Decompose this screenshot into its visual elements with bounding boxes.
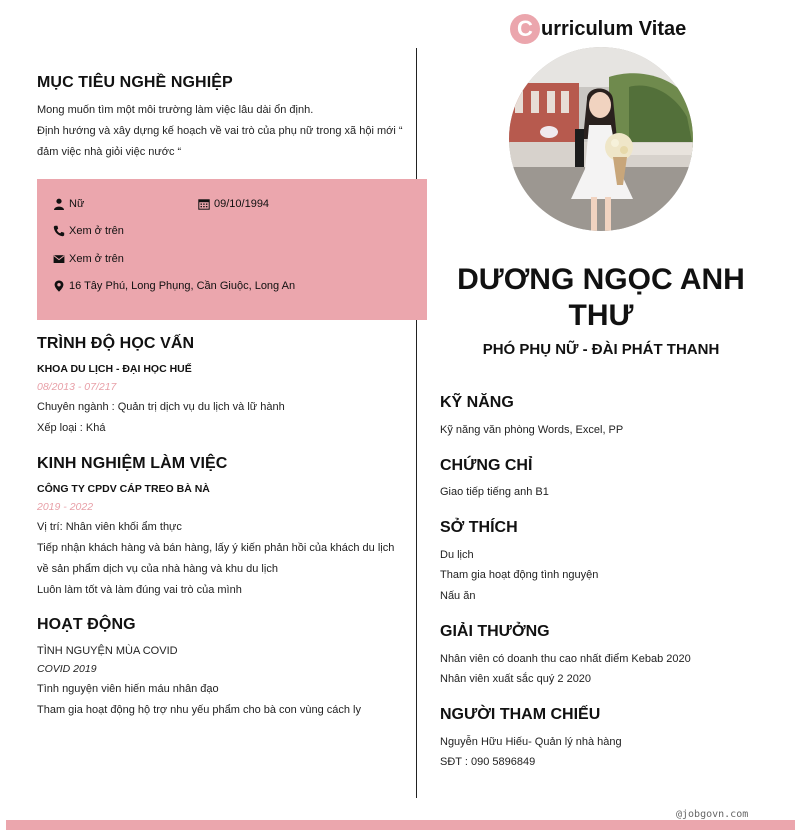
references-title: NGƯỜI THAM CHIẾU bbox=[440, 706, 601, 723]
birthday-info bbox=[198, 198, 269, 210]
map-pin-icon bbox=[53, 280, 65, 292]
activities-period: COVID 2019 bbox=[37, 663, 97, 675]
column-divider bbox=[416, 48, 417, 798]
profile-photo-illustration bbox=[509, 47, 693, 231]
calendar-icon bbox=[198, 198, 210, 210]
hobbies-line: Du lịch bbox=[440, 549, 474, 561]
references-line: SĐT : 090 5896849 bbox=[440, 756, 536, 768]
experience-line: Vị trí: Nhân viên khối ẩm thực bbox=[37, 521, 182, 533]
experience-title: KINH NGHIỆM LÀM VIỆC bbox=[37, 455, 228, 472]
objective-line: đảm việc nhà giỏi việc nước “ bbox=[37, 146, 182, 158]
birthday-value: 09/10/1994 bbox=[214, 198, 270, 210]
email-info bbox=[53, 253, 124, 265]
education-title: TRÌNH ĐỘ HỌC VẤN bbox=[37, 335, 195, 352]
activities-line: Tham gia hoạt động hộ trợ nhu yếu phẩm cho bà con vùng cách ly bbox=[37, 704, 361, 716]
phone-icon bbox=[53, 225, 65, 237]
experience-line: Tiếp nhận khách hàng và bán hàng, lấy ý kiến phản hồi của khách du lịch bbox=[37, 542, 395, 554]
certificates-line: Giao tiếp tiếng anh B1 bbox=[440, 486, 549, 498]
full-name: DƯƠNG NGỌC ANH THƯ bbox=[457, 263, 745, 332]
skills-title: KỸ NĂNG bbox=[440, 394, 514, 411]
cv-logo-letter: C bbox=[510, 14, 540, 44]
footer-bar bbox=[6, 820, 795, 830]
experience-period: 2019 - 2022 bbox=[37, 501, 94, 513]
email-value: Xem ở trên bbox=[69, 253, 124, 265]
experience-company: CÔNG TY CPDV CÁP TREO BÀ NÀ bbox=[37, 483, 210, 495]
objective-title: MỤC TIÊU NGHỀ NGHIỆP bbox=[37, 74, 233, 91]
awards-title: GIẢI THƯỞNG bbox=[440, 623, 550, 640]
certificates-title: CHỨNG CHỈ bbox=[440, 457, 533, 474]
phone-value: Xem ở trên bbox=[69, 225, 124, 237]
education-line: Chuyên ngành : Quản trị dịch vụ du lịch và lữ hành bbox=[37, 401, 285, 413]
experience-line: Luôn làm tốt và làm đúng vai trò của mình bbox=[37, 584, 242, 596]
cv-header bbox=[510, 14, 686, 44]
hobbies-line: Nấu ăn bbox=[440, 590, 476, 602]
references-line: Nguyễn Hữu Hiếu- Quản lý nhà hàng bbox=[440, 736, 622, 748]
cv-header-text: urriculum Vitae bbox=[541, 17, 687, 40]
hobbies-title: SỞ THÍCH bbox=[440, 519, 518, 536]
contact-info-box bbox=[37, 179, 427, 320]
education-line: Xếp loại : Khá bbox=[37, 422, 106, 434]
address-value: 16 Tây Phú, Long Phụng, Cần Giuộc, Long An bbox=[69, 280, 296, 292]
address-info bbox=[53, 280, 295, 292]
gender-value: Nữ bbox=[69, 198, 85, 210]
skills-line: Kỹ năng văn phòng Words, Excel, PP bbox=[440, 424, 624, 436]
phone-info bbox=[53, 225, 124, 237]
person-icon bbox=[53, 198, 65, 210]
gender-info bbox=[53, 198, 84, 210]
experience-line: về sản phẩm dịch vụ của nhà hàng và khu du lịch bbox=[37, 563, 278, 575]
envelope-icon bbox=[53, 253, 65, 265]
job-title: PHÓ PHỤ NỮ - ĐÀI PHÁT THANH bbox=[482, 341, 720, 358]
awards-line: Nhân viên có doanh thu cao nhất điểm Kebab 2020 bbox=[440, 653, 691, 665]
activities-line: Tình nguyện viên hiến máu nhân đạo bbox=[37, 683, 219, 695]
education-school: KHOA DU LỊCH - ĐẠI HỌC HUẾ bbox=[37, 363, 192, 375]
awards-line: Nhân viên xuất sắc quý 2 2020 bbox=[440, 673, 592, 685]
activities-org: TÌNH NGUYỆN MÙA COVID bbox=[37, 645, 178, 657]
activities-title: HOẠT ĐỘNG bbox=[37, 616, 136, 633]
watermark: @jobgovn.com bbox=[676, 809, 749, 820]
objective-line: Định hướng và xây dựng kế hoạch về vai trò của phụ nữ trong xã hội mới “ bbox=[37, 125, 403, 137]
profile-photo bbox=[509, 47, 693, 231]
objective-line: Mong muốn tìm một môi trường làm việc lâu dài ổn định. bbox=[37, 104, 314, 116]
education-period: 08/2013 - 07/217 bbox=[37, 381, 117, 393]
hobbies-line: Tham gia hoạt động tình nguyện bbox=[440, 569, 599, 581]
